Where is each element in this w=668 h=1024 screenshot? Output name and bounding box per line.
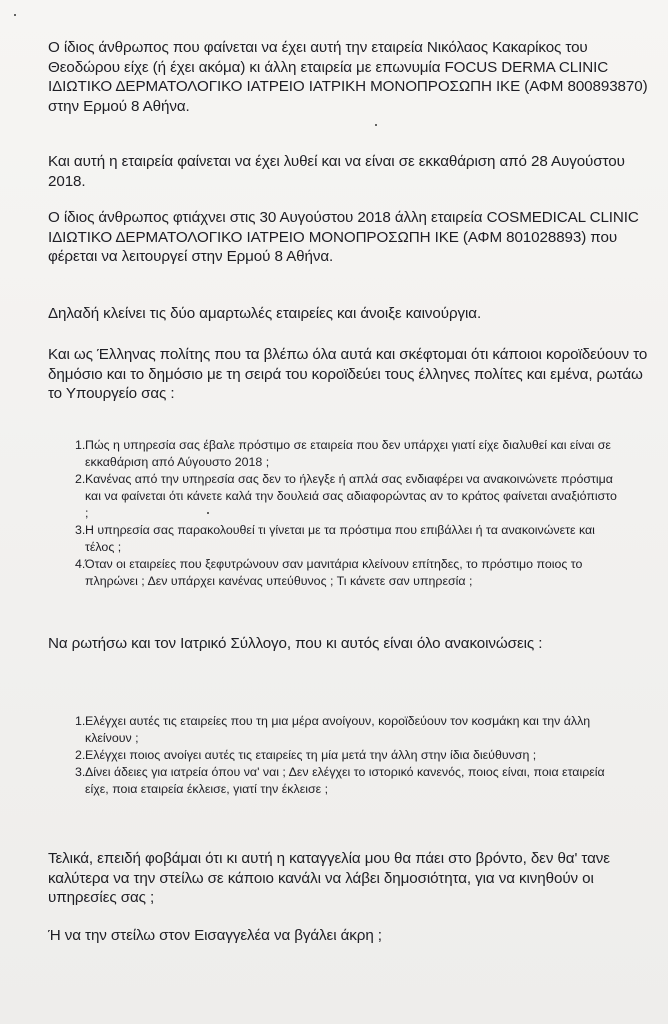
list-item [75,713,623,747]
paragraph-liquidation: Και αυτή η εταιρεία φαίνεται να έχει λυθεί και να είναι σε εκκαθάριση από 28 Αυγούστου 2018. [48,153,625,190]
scan-speck [14,14,16,16]
list-item [75,522,623,556]
list-item-number: 2. [75,748,86,762]
paragraph-question-ministry: Και ως Έλληνας πολίτης που τα βλέπω όλα αυτά και σκέφτομαι ότι κάποιοι κοροϊδεύουν το δημόσιο και το δημόσιο με τη σειρά του κοροϊδεύει τους έλληνες πολίτες και εμένα, ρωτάω το Υπουργείο σας : [48,346,648,402]
list-item [75,556,623,590]
paragraph-conclusion: Τελικά, επειδή φοβάμαι ότι κι αυτή η καταγγελία μου θα πάει στο βρόντο, δεν θα' τανε καλύτερα να την στείλω σε κάποιο κανάλι να λάβει δημοσιότητα, για να κινηθούν οι υπηρεσίες σας ; [48,850,610,906]
scan-speck [375,124,377,126]
list-item [75,437,623,471]
list-item [75,471,623,522]
list-item-text: Δίνει άδειες για ιατρεία όπου να' ναι ; Δεν ελέγχει το ιστορικό κανενός, ποιος είναι, ποια εταιρεία είχε, ποια εταιρεία έκλεισε, γιατί την έκλεισε ; [85,765,605,796]
list-item-text: Ελέγχει αυτές τις εταιρείες που τη μια μέρα ανοίγουν, κοροϊδεύουν τον κοσμάκη και την άλλη κλείνουν ; [85,714,591,745]
list-item-text: Όταν οι εταιρείες που ξεφυτρώνουν σαν μανιτάρια κλείνουν επίτηδες, το πρόστιμο ποιος το πληρώνει ; Δεν υπάρχει κανένας υπεύθυνος ; Τι κάνετε σαν υπηρεσία ; [85,557,583,588]
association-question-list [75,713,623,798]
scan-speck [207,512,209,514]
paragraph-question-association: Να ρωτήσω και τον Ιατρικό Σύλλογο, που κι αυτός είναι όλο ανακοινώσεις : [48,635,543,652]
paragraph-cosmedical: Ο ίδιος άνθρωπος φτιάχνει στις 30 Αυγούστου 2018 άλλη εταιρεία COSMEDICAL CLINIC ΙΔΙΩΤΙΚΟ ΔΕΡΜΑΤΟΛΟΓΙΚΟ ΙΑΤΡΕΙΟ ΜΟΝΟΠΡΟΣΩΠΗ ΙΚΕ (ΑΦΜ 801028893) που φέρεται να λειτουργεί στην Ερμού 8 Αθήνα. [48,209,639,265]
paragraph-focus-derma: Ο ίδιος άνθρωπος που φαίνεται να έχει αυτή την εταιρεία Νικόλαος Κακαρίκος του Θεοδώρου είχε (ή έχει ακόμα) κι άλλη εταιρεία με επωνυμία FOCUS DERMA CLINIC ΙΔΙΩΤΙΚΟ ΔΕΡΜΑΤΟΛΟΓΙΚΟ ΙΑΤΡΕΙΟ ΙΑΤΡΙΚΗ ΜΟΝΟΠΡΟΣΩΠΗ ΙΚΕ (ΑΦΜ 800893870) στην Ερμού 8 Αθήνα. [48,39,648,115]
paragraph-summary: Δηλαδή κλείνει τις δύο αμαρτωλές εταιρείες και άνοιξε καινούργια. [48,305,482,322]
paragraph-prosecutor: Ή να την στείλω στον Εισαγγελέα να βγάλει άκρη ; [48,927,382,944]
list-item-number: 3. [75,523,86,537]
list-item-number: 1. [75,438,86,452]
list-item-text: Ελέγχει ποιος ανοίγει αυτές τις εταιρείες τη μία μετά την άλλη στην ίδια διεύθυνση ; [85,748,537,762]
list-item-text: Πώς η υπηρεσία σας έβαλε πρόστιμο σε εταιρεία που δεν υπάρχει γιατί είχε διαλυθεί και είναι σε εκκαθάριση από Αύγουστο 2018 ; [85,438,611,469]
list-item-text: Η υπηρεσία σας παρακολουθεί τι γίνεται με τα πρόστιμα που επιβάλλει ή τα ανακοινώνετε και τέλος ; [85,523,595,554]
list-item [75,747,623,764]
list-item-number: 3. [75,765,86,779]
list-item-number: 4. [75,557,86,571]
ministry-question-list [75,437,623,590]
list-item-number: 2. [75,472,86,486]
list-item [75,764,623,798]
list-item-number: 1. [75,714,86,728]
list-item-text: Κανένας από την υπηρεσία σας δεν το ήλεγξε ή απλά σας ενδιαφέρει να ανακοινώνετε πρόστιμα και να φαίνεται ότι κάνετε καλά την δουλειά σας αδιαφορώντας αν το κράτος φαίνεται αναξιόπιστο ; [85,472,617,520]
